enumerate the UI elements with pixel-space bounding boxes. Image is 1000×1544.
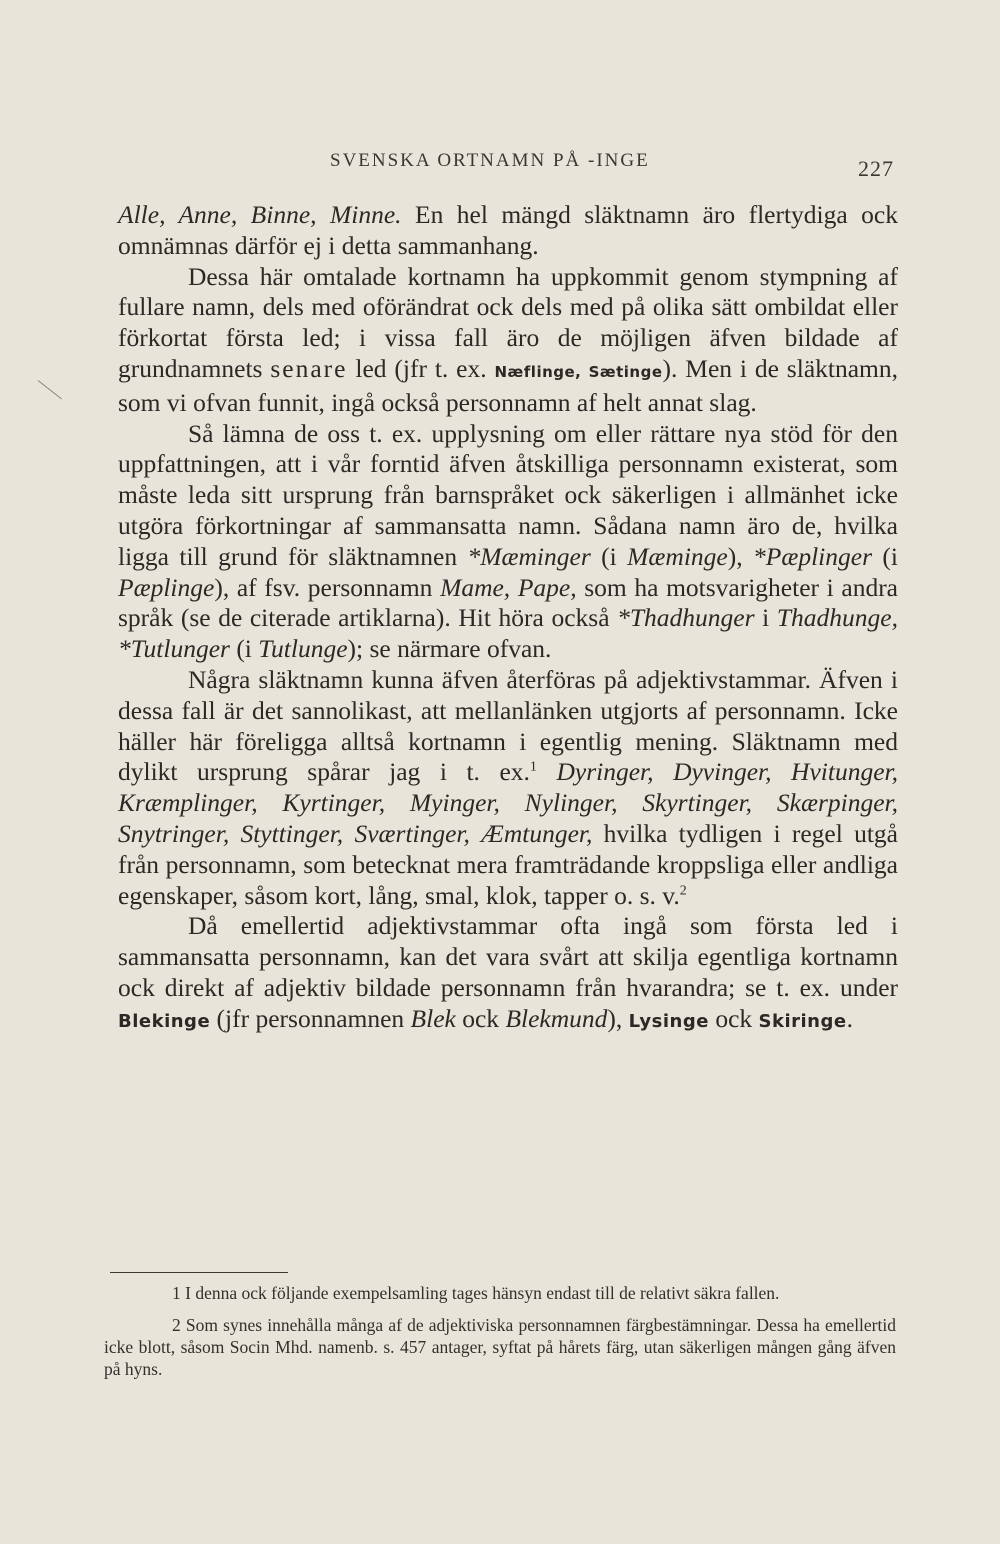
place-name: Pæplinge — [118, 572, 215, 602]
footnote-1 — [104, 1282, 896, 1304]
body-text — [118, 200, 898, 1038]
margin-mark — [38, 380, 62, 399]
paragraph-text: ). Men i de släktnamn, som vi ofvan funnit, ingå också personnamn af helt annat slag. — [118, 353, 898, 417]
family-name: *Thadhunger — [617, 603, 755, 633]
footnote-text: I denna ock följande exempelsamling tages hänsyn endast till de relativt säkra fallen. — [180, 1283, 780, 1303]
place-name: Mæminge — [627, 541, 728, 571]
footnote-text: Som synes innehålla många af de adjektiviska personnamnen färgbestämningar. Dessa ha emellertid icke blott, såsom Socin Mhd. namenb. s. 457 antager, syftat på hårets färg, utan säkerligen mången gång äfven på hyns. — [104, 1315, 896, 1379]
name-list: Alle, Anne, Binne, Minne. — [118, 200, 402, 229]
running-title: SVENSKA ORTNAMN PÅ -INGE — [330, 150, 650, 171]
paragraph-text: . — [846, 1003, 853, 1033]
paragraph-text: ), — [607, 1003, 629, 1033]
footnotes — [104, 1282, 896, 1390]
footnote-mark: 2 — [172, 1315, 181, 1335]
paragraph-text: Så lämna de oss t. ex. upplysning om eller rättare nya stöd för den uppfattningen, att i vår forntid äfven åtskilliga personnamn existerat, som måste leda sitt ursprung från barnspråket ock säkerligen i allmänhet icke utgöra förkortningar af sammansatta namn. Sådana namn äro de, hvilka ligga till grund för släktnamnen — [118, 418, 898, 571]
paragraph-text: i — [754, 603, 777, 633]
paragraph-text: (i — [229, 634, 259, 664]
paragraph-5 — [118, 911, 898, 1037]
paragraph-4 — [118, 665, 898, 911]
paragraph-text: En hel mängd släktnamn äro flertydiga ock omnämnas därför ej i detta sammanhang. — [118, 200, 898, 260]
paragraph-text: hvilka tydligen i regel utgå från personnamn, som betecknat mera framträdande kroppsliga eller andliga egenskaper, såsom kort, lång, smal, klok, tapper o. s. v. — [118, 818, 898, 910]
family-name: *Mæminger — [467, 541, 591, 571]
paragraph-text: ), — [727, 541, 754, 571]
paragraph-text: som ha motsvarigheter i andra språk (se de citerade artiklarna). Hit höra också — [118, 572, 899, 633]
paragraph-3 — [118, 419, 898, 665]
footnote-2 — [104, 1314, 896, 1380]
page-number: 227 — [858, 156, 894, 181]
paragraph-text: Några släktnamn kunna äfven återföras på adjektivstammar. Äfven i dessa fall är det sannolikast, att mellanlänken utgjorts af personnamn. Icke häller här föreligga alltså kortnamn i egentlig mening. Släktnamn med dylikt ursprung spårar jag i t. ex. — [118, 664, 898, 787]
personal-name: Blek — [410, 1003, 456, 1033]
paragraph-text: (i — [590, 541, 628, 571]
paragraph-text: Då emellertid adjektivstammar ofta ingå som första led i sammansatta personnamn, kan det vara svårt att skilja egentliga kortnamn ock direkt af adjektiv bildade personnamn från hvarandra; se t. ex. under — [118, 911, 898, 1002]
footnote-mark: 1 — [172, 1283, 181, 1303]
place-name: Tutlunge — [258, 634, 348, 664]
paragraph-text — [537, 757, 557, 786]
paragraph-text: Dessa här omtalade kortnamn ha uppkommit genom stympning af fullare namn, dels med oförändrat ock dels med på olika sätt ombildat eller förkortat första led; i vissa fall äro de möjligen äfven bildade af grundnamnets — [118, 261, 898, 383]
paragraph-text: (jfr personnamnen — [210, 1003, 411, 1033]
place-names: Thadhunge, *Tutlunger — [118, 603, 898, 664]
place-name: Blekinge — [118, 1010, 211, 1032]
paragraph-text: (i — [872, 541, 899, 571]
personal-name: Blekmund — [505, 1003, 608, 1033]
paragraph-text: ock — [455, 1003, 506, 1033]
footnote-ref[interactable]: 1 — [529, 759, 537, 775]
family-names-list: Dyringer, Dyvinger, Hvitunger, Kræmplinger, Kyrtinger, Myinger, Nylinger, Skyrtinger, Skærpinger, Snytringer, Styttinger, Sværtinger, Æmtunger, — [118, 757, 898, 848]
paragraph-text: led (jfr t. ex. — [347, 353, 495, 383]
paragraph-text: ); se närmare ofvan. — [347, 634, 552, 664]
paragraph-1 — [118, 200, 898, 262]
paragraph-text: ), af fsv. personnamn — [214, 572, 441, 602]
place-names: Næflinge, Sætinge — [494, 362, 663, 381]
footnote-divider — [110, 1272, 288, 1273]
paragraph-2 — [118, 262, 898, 419]
family-name: *Pæplinger — [753, 541, 873, 571]
paragraph-text: ock — [708, 1003, 759, 1033]
personal-names: Mame, Pape, — [440, 572, 577, 602]
place-name: Lysinge — [628, 1010, 709, 1032]
place-name: Skiringe — [758, 1010, 847, 1032]
spaced-word: senare — [270, 353, 348, 383]
footnote-ref[interactable]: 2 — [679, 883, 687, 899]
